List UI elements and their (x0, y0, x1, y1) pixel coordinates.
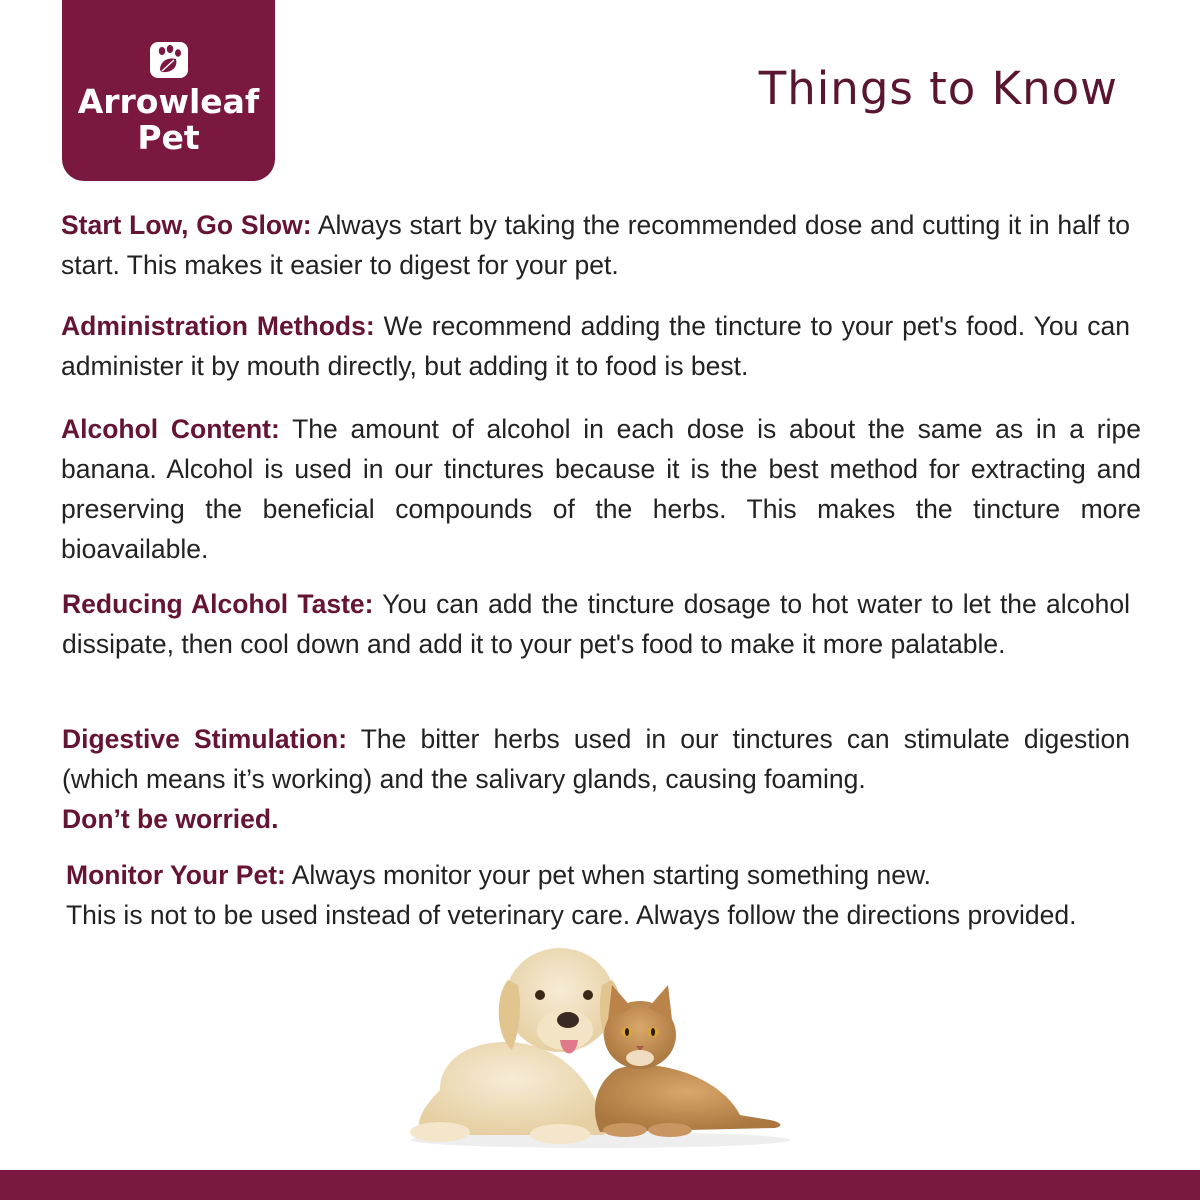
section-administration (61, 306, 1130, 386)
footer-bar (0, 1170, 1200, 1200)
section-digestive (62, 719, 1130, 839)
paw-leaf-icon (148, 40, 190, 80)
logo-wordmark (62, 84, 275, 156)
section-reducing-taste (62, 584, 1130, 664)
section-text: We recommend adding the tincture to your pet's food. You can administer it by mouth directly, but adding it to food is best. (61, 311, 1130, 381)
logo-line-1: Arrowleaf (77, 82, 260, 121)
section-text: The amount of alcohol in each dose is about the same as in a ripe banana. Alcohol is used in our tinctures because it is the best method for extracting and preserving the beneficial compounds of the herbs. This makes the tincture more bioavailable. (61, 414, 1141, 564)
section-label: Start Low, Go Slow: (61, 210, 312, 240)
logo-line-2: Pet (137, 118, 200, 157)
dog-and-cat-illustration (400, 940, 800, 1150)
section-label: Monitor Your Pet: (66, 860, 286, 890)
section-label: Alcohol Content: (61, 414, 280, 444)
section-monitor (66, 855, 1135, 935)
page-title: Things to Know (758, 62, 1118, 115)
section-text: The bitter herbs used in our tinctures can stimulate digestion (which means it’s working) and the salivary glands, causing foaming. (62, 724, 1130, 794)
brand-logo (62, 0, 275, 181)
section-label: Administration Methods: (61, 311, 375, 341)
section-text: Always start by taking the recommended dose and cutting it in half to start. This makes it easier to digest for your pet. (61, 210, 1130, 280)
section-alcohol-content (61, 409, 1141, 569)
section-text: Always monitor your pet when starting something new. (291, 860, 932, 890)
section-start-low (61, 205, 1130, 285)
disclaimer-text: This is not to be used instead of veterinary care. Always follow the directions provided. (66, 900, 1077, 930)
section-label: Reducing Alcohol Taste: (62, 589, 374, 619)
reassurance-note: Don’t be worried. (62, 804, 279, 834)
section-label: Digestive Stimulation: (62, 724, 348, 754)
section-text: You can add the tincture dosage to hot water to let the alcohol dissipate, then cool down and add it to your pet's food to make it more palatable. (62, 589, 1130, 659)
